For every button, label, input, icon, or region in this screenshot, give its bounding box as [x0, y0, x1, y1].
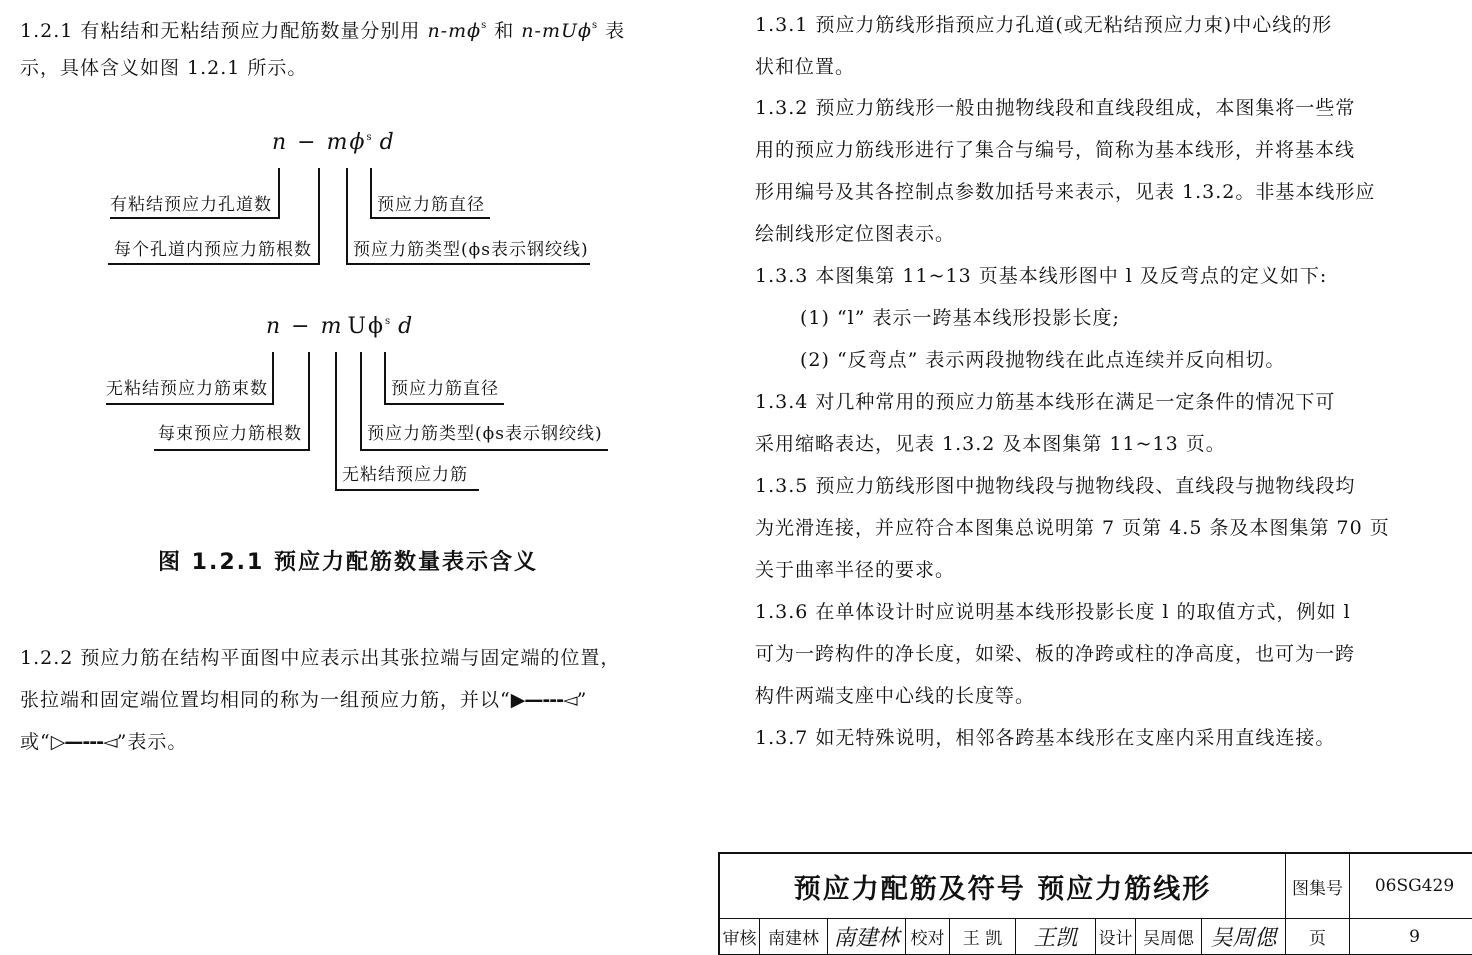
formula-phi: ϕ: [368, 314, 385, 339]
page-number: 9: [1350, 919, 1472, 955]
para-1-3-2-line1: 1.3.2 预应力筋线形一般由抛物线段和直线段组成，本图集将一些常: [755, 97, 1356, 119]
para-1-2-2-line2: [20, 680, 587, 721]
atlas-number: 06SG429: [1350, 854, 1472, 919]
label-diameter: 预应力筋直径: [391, 379, 499, 399]
formula-bonded: [272, 130, 396, 155]
para-1-3-6-line2: 可为一跨构件的净长度，如梁、板的净跨或柱的净高度，也可为一跨: [755, 643, 1356, 665]
check-label: 校对: [906, 919, 950, 955]
label-unbonded-bundles: 无粘结预应力筋束数: [106, 379, 268, 399]
review-name: 南建林: [760, 919, 828, 955]
label-strand-type: 预应力筋类型(ϕs表示钢绞线): [367, 424, 603, 444]
para-1-3-3-line1: 1.3.3 本图集第 11~13 页基本线形图中 l 及反弯点的定义如下:: [755, 265, 1328, 287]
check-name: 王 凯: [950, 919, 1016, 955]
para-1-3-4-line1: 1.3.4 对几种常用的预应力筋基本线形在满足一定条件的情况下可: [755, 391, 1336, 413]
label-strand-type: 预应力筋类型(ϕs表示钢绞线): [353, 240, 589, 260]
leader-line: [370, 168, 372, 218]
leader-line: [346, 263, 590, 265]
para-1-2-2-line1: 1.2.2 预应力筋在结构平面图中应表示出其张拉端与固定端的位置，: [20, 647, 621, 669]
para-1-3-5-line3: 关于曲率半径的要求。: [755, 559, 956, 581]
para-1-3-4-line2: 采用缩略表达，见表 1.3.2 及本图集第 11~13 页。: [755, 433, 1226, 455]
formula-u: U: [347, 314, 368, 339]
para-1-3-5-line2: 为光滑连接，并应符合本图集总说明第 7 页第 4.5 条及本图集第 70 页: [755, 517, 1390, 539]
para-text: ”表示。: [116, 731, 188, 753]
leader-line: [384, 352, 386, 404]
para-1-3-3-item1: (1) “l” 表示一跨基本线形投影长度;: [800, 307, 1120, 329]
para-1-3-3-item2: (2) “反弯点” 表示两段抛物线在此点连续并反向相切。: [800, 349, 1286, 371]
para-1-3-2-line3: 形用编号及其各控制点参数加括号来表示，见表 1.3.2。非基本线形应: [755, 181, 1376, 203]
formula-unbonded: [266, 314, 414, 339]
atlas-label: 图集号: [1286, 854, 1350, 919]
label-unbonded-strand: 无粘结预应力筋: [342, 465, 468, 485]
para-1-2-2-line3: [20, 722, 187, 763]
label-strands-per-duct: 每个孔道内预应力筋根数: [114, 240, 312, 260]
tension-anchor-symbol-alt: ▷—---◅: [50, 731, 117, 753]
formula-text: n − m: [266, 314, 344, 339]
review-label: 审核: [720, 919, 760, 955]
check-signature: 王凯: [1016, 919, 1096, 955]
sup-s: s: [591, 20, 599, 31]
formula-d: d: [379, 130, 396, 155]
para-text: 和: [487, 20, 522, 42]
para-text: ”: [576, 689, 588, 711]
para-1-3-2-line4: 绘制线形定位图表示。: [755, 223, 956, 245]
para-1-3-1-line1: 1.3.1 预应力筋线形指预应力孔道(或无粘结预应力束)中心线的形: [755, 14, 1333, 36]
tension-anchor-symbol: ▶—---◅: [510, 689, 577, 711]
para-1-3-6-line3: 构件两端支座中心线的长度等。: [755, 685, 1036, 707]
para-1-3-5-line1: 1.3.5 预应力筋线形图中抛物线段与抛物线段、直线段与抛物线段均: [755, 475, 1356, 497]
leader-line: [335, 352, 337, 490]
para-1-3-1-line2: 状和位置。: [755, 56, 856, 78]
leader-line: [308, 352, 310, 450]
formula-sup: s: [385, 316, 393, 327]
figure-caption: 图 1.2.1 预应力配筋数量表示含义: [158, 550, 538, 575]
title-block: [718, 852, 1472, 955]
design-label: 设计: [1096, 919, 1136, 955]
page-label: 页: [1286, 919, 1350, 955]
notation-bonded: n-mϕ: [427, 20, 482, 42]
figure-1-2-1: [0, 0, 700, 600]
label-strands-per-bundle: 每束预应力筋根数: [158, 424, 302, 444]
leader-line: [318, 168, 320, 264]
leader-line: [106, 403, 274, 405]
leader-line: [110, 217, 280, 219]
leader-line: [370, 217, 490, 219]
leader-line: [360, 449, 608, 451]
para-text: 表: [598, 20, 626, 42]
leader-line: [384, 403, 504, 405]
para-1-3-7-line1: 1.3.7 如无特殊说明，相邻各跨基本线形在支座内采用直线连接。: [755, 727, 1336, 749]
para-1-2-1-line2: 示，具体含义如图 1.2.1 所示。: [20, 57, 308, 79]
leader-line: [278, 168, 280, 218]
para-1-3-6-line1: 1.3.6 在单体设计时应说明基本线形投影长度 l 的取值方式，例如 l: [755, 601, 1351, 623]
sup-s: s: [481, 20, 488, 31]
label-diameter: 预应力筋直径: [377, 195, 485, 215]
para-text: 1.2.1 有粘结和无粘结预应力配筋数量分别用: [20, 20, 428, 42]
formula-text: n − mϕ: [272, 130, 367, 155]
para-text: 或“: [20, 731, 51, 753]
leader-line: [272, 352, 274, 404]
leader-line: [108, 263, 320, 265]
leader-line: [154, 449, 310, 451]
leader-line: [360, 352, 362, 450]
leader-line: [346, 168, 348, 264]
para-text: 张拉端和固定端位置均相同的称为一组预应力筋，并以“: [20, 689, 511, 711]
drawing-title: 预应力配筋及符号 预应力筋线形: [720, 854, 1286, 919]
formula-sup: s: [366, 132, 374, 143]
leader-line: [335, 489, 479, 491]
design-signature: 吴周偲: [1202, 919, 1286, 955]
notation-unbonded: n-mUϕ: [521, 20, 592, 42]
para-1-3-2-line2: 用的预应力筋线形进行了集合与编号，简称为基本线形，并将基本线: [755, 139, 1356, 161]
formula-d: d: [398, 314, 415, 339]
label-bonded-ducts: 有粘结预应力孔道数: [110, 195, 272, 215]
design-name: 吴周偲: [1136, 919, 1202, 955]
review-signature: 南建林: [828, 919, 906, 955]
